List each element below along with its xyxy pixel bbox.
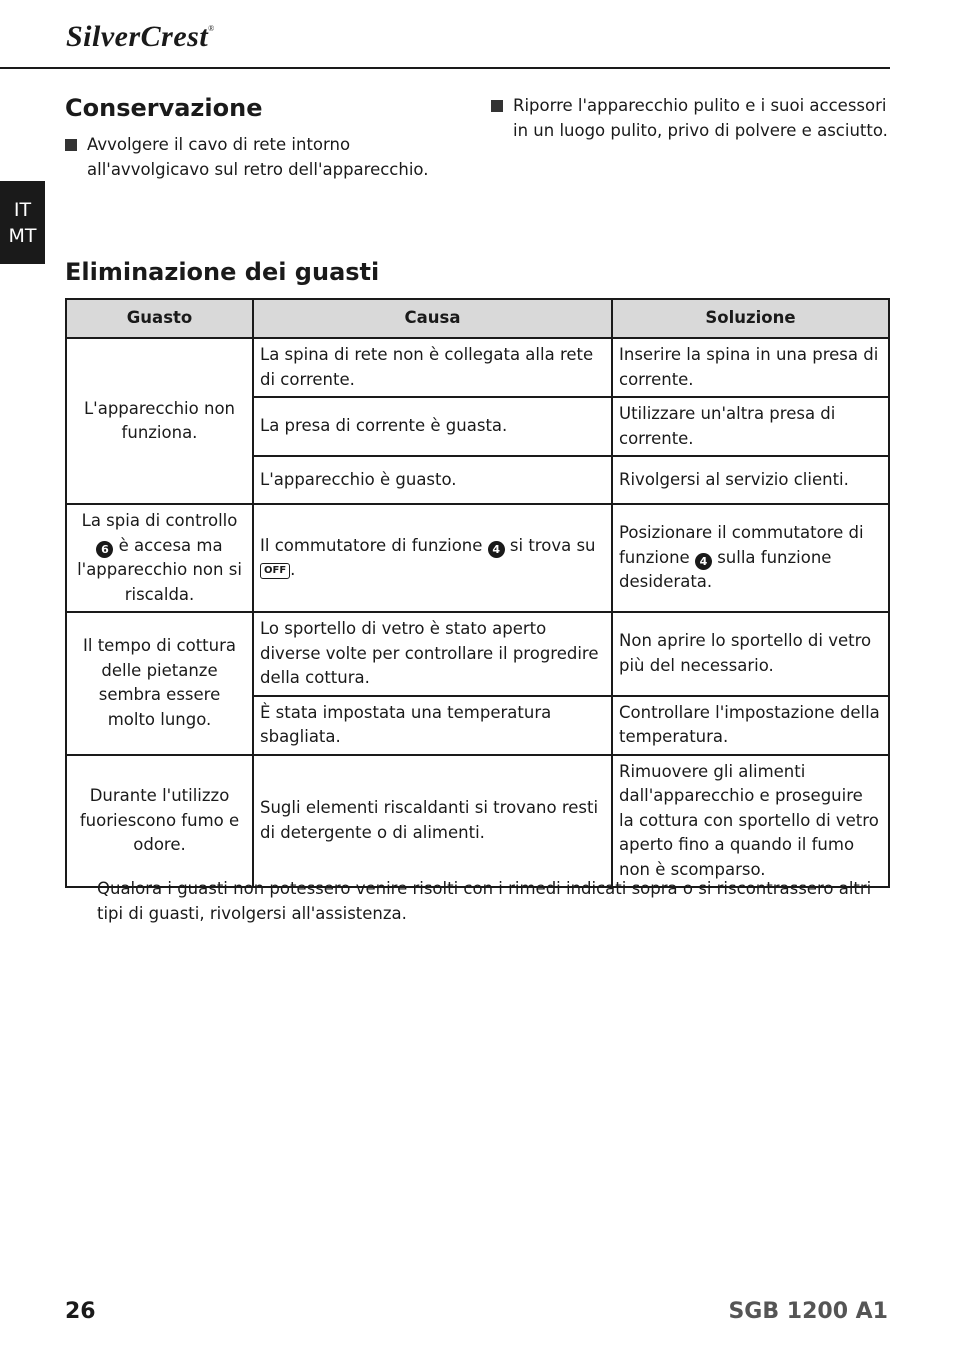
- header-cause: Causa: [253, 299, 612, 338]
- lang-it: IT: [13, 199, 32, 221]
- off-symbol-icon: OFF: [260, 563, 290, 579]
- function-switch-4-icon: 4: [488, 541, 505, 558]
- fault-text: è accesa ma l'apparecchio non si riscalda.: [77, 535, 242, 604]
- table-row: [66, 504, 889, 612]
- table-header-row: [66, 299, 889, 338]
- header-fault: Guasto: [66, 299, 253, 338]
- bullet-text: Riporre l'apparecchio pulito e i suoi accessori in un luogo pulito, privo di polvere e asciutto.: [513, 96, 888, 140]
- cause-text: si trova su: [509, 535, 596, 555]
- fault-cell: [66, 504, 253, 612]
- header-rule: [0, 67, 890, 69]
- cause-cell: Sugli elementi riscaldanti si trovano resti di detergente o di alimenti.: [253, 755, 612, 888]
- table-row: [66, 338, 889, 397]
- storage-bullet: [491, 93, 891, 143]
- fault-cell: Il tempo di cottura delle pietanze sembra essere molto lungo.: [66, 612, 253, 755]
- troubleshooting-title: Eliminazione dei guasti: [65, 258, 380, 286]
- fault-cell: L'apparecchio non funziona.: [66, 338, 253, 504]
- troubleshooting-table: [65, 298, 890, 888]
- storage-bullet: [65, 132, 465, 182]
- solution-cell: Rimuovere gli alimenti dall'apparecchio e proseguire la cottura con sportello di vetro aperto fino a quando il fumo non è scomparso.: [612, 755, 889, 888]
- solution-cell: Non aprire lo sportello di vetro più del necessario.: [612, 612, 889, 696]
- header-solution: Soluzione: [612, 299, 889, 338]
- bullet-text: Avvolgere il cavo di rete intorno all'avvolgicavo sul retro dell'apparecchio.: [87, 135, 429, 179]
- storage-title: Conservazione: [65, 94, 263, 122]
- solution-text: Posizionare il commutatore di funzione: [619, 523, 864, 567]
- cause-cell: [253, 504, 612, 612]
- cause-text: Il commutatore di funzione: [260, 535, 483, 555]
- bullet-square-icon: [491, 100, 503, 112]
- solution-text: sulla funzione desiderata.: [619, 547, 832, 592]
- table-row: [66, 755, 889, 888]
- cause-text: .: [290, 560, 296, 579]
- solution-cell: Utilizzare un'altra presa di corrente.: [612, 397, 889, 456]
- solution-cell: Inserire la spina in una presa di corrente.: [612, 338, 889, 397]
- solution-cell: [612, 504, 889, 612]
- brand-name: SilverCrest: [66, 20, 209, 53]
- cause-cell: L'apparecchio è guasto.: [253, 456, 612, 504]
- brand-logo: [66, 20, 215, 54]
- fault-cell: Durante l'utilizzo fuoriescono fumo e odore.: [66, 755, 253, 888]
- cause-cell: È stata impostata una temperatura sbagliata.: [253, 696, 612, 755]
- table-row: [66, 612, 889, 696]
- fault-text: La spia di controllo: [81, 511, 238, 530]
- page-number: 26: [65, 1299, 96, 1324]
- function-switch-4-icon: 4: [695, 553, 712, 570]
- language-tab: [0, 181, 45, 264]
- assistance-note: Qualora i guasti non potessero venire risolti con i rimedi indicati sopra o si riscontrassero altri tipi di guasti, rivolgersi all'assistenza.: [97, 879, 872, 923]
- solution-cell: Controllare l'impostazione della temperatura.: [612, 696, 889, 755]
- cause-cell: La spina di rete non è collegata alla rete di corrente.: [253, 338, 612, 397]
- registered-mark: ®: [208, 24, 215, 33]
- indicator-light-6-icon: 6: [96, 541, 113, 558]
- cause-cell: La presa di corrente è guasta.: [253, 397, 612, 456]
- bullet-square-icon: [65, 139, 77, 151]
- lang-mt: MT: [8, 225, 37, 247]
- model-number: SGB 1200 A1: [728, 1299, 888, 1324]
- solution-cell: Rivolgersi al servizio clienti.: [612, 456, 889, 504]
- cause-cell: Lo sportello di vetro è stato aperto diverse volte per controllare il progredire della cottura.: [253, 612, 612, 696]
